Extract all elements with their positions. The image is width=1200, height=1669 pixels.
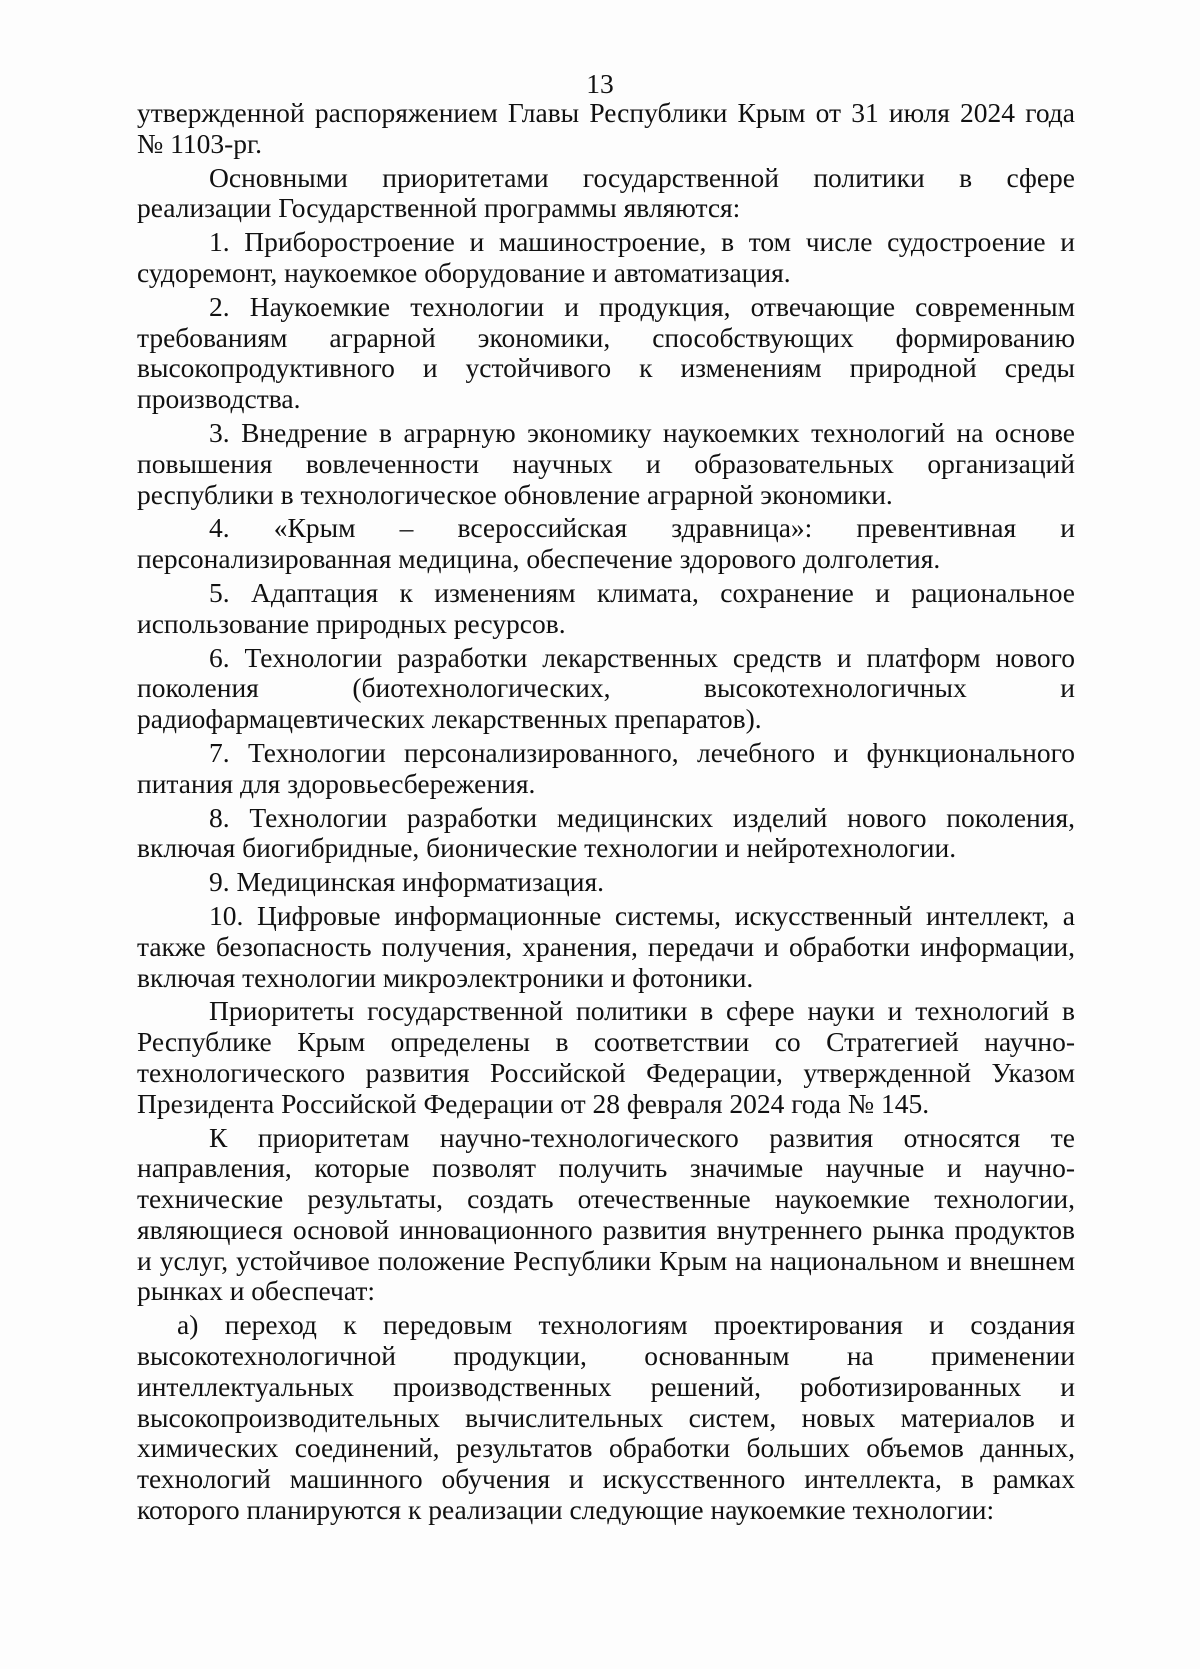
priority-item-8: 8. Технологии разработки медицинских изделий нового поколения, включая биогибридные, бионические технологии и нейротехнологии. — [137, 801, 1075, 864]
priority-item-3: 3. Внедрение в аграрную экономику наукоемких технологий на основе повышения вовлеченности научных и образовательных организаций республики в технологическое обновление аграрной экономики. — [137, 416, 1075, 510]
point-a-paragraph: а) переход к передовым технологиям проектирования и создания высокотехнологичной продукции, основанным на применении интеллектуальных производственных решений, роботизированных и высокопроизводительных вычислительных систем, новых материалов и химических соединений, результатов обработки больших объемов данных, технологий машинного обучения и искусственного интеллекта, в рамках которого планируются к реализации следующие наукоемкие технологии: — [137, 1309, 1075, 1526]
directions-paragraph: К приоритетам научно-технологического развития относятся те направления, которые позволят получить значимые научные и научно-технические результаты, создать отечественные наукоемкие технологии, являющиеся основой инновационного развития внутреннего рынка продуктов и услуг, устойчивое положение Республики Крым на национальном и внешнем рынках и обеспечат: — [137, 1121, 1075, 1307]
intro-paragraph: утвержденной распоряжением Главы Республики Крым от 31 июля 2024 года № 1103-рг. — [137, 97, 1075, 159]
priorities-lead-paragraph: Основными приоритетами государственной политики в сфере реализации Государственной программы являются: — [137, 161, 1075, 224]
priority-item-9: 9. Медицинская информатизация. — [209, 866, 604, 898]
priority-item-7: 7. Технологии персонализированного, лечебного и функционального питания для здоровьесбережения. — [137, 736, 1075, 799]
priority-item-5: 5. Адаптация к изменениям климата, сохранение и рациональное использование природных ресурсов. — [137, 576, 1075, 639]
document-body — [137, 98, 1075, 1529]
priority-item-2: 2. Наукоемкие технологии и продукция, отвечающие современным требованиям аграрной экономики, способствующих формированию высокопродуктивного и устойчивого к изменениям природной среды производства. — [137, 290, 1075, 415]
priority-item-1: 1. Приборостроение и машиностроение, в том числе судостроение и судоремонт, наукоемкое оборудование и автоматизация. — [137, 226, 1075, 288]
priority-item-6: 6. Технологии разработки лекарственных средств и платформ нового поколения (биотехнологических, высокотехнологичных и радиофармацевтических лекарственных препаратов). — [137, 641, 1075, 735]
strategy-paragraph: Приоритеты государственной политики в сфере науки и технологий в Республике Крым определены в соответствии со Стратегией научно-технологического развития Российской Федерации, утвержденной Указом Президента Российской Федерации от 28 февраля 2024 года № 145. — [137, 995, 1075, 1119]
page-number: 13 — [586, 68, 614, 99]
priority-item-4: 4. «Крым – всероссийская здравница»: превентивная и персонализированная медицина, обеспечение здорового долголетия. — [137, 512, 1075, 575]
priority-item-10: 10. Цифровые информационные системы, искусственный интеллект, а также безопасность получения, хранения, передачи и обработки информации, включая технологии микроэлектроники и фотоники. — [137, 899, 1075, 993]
